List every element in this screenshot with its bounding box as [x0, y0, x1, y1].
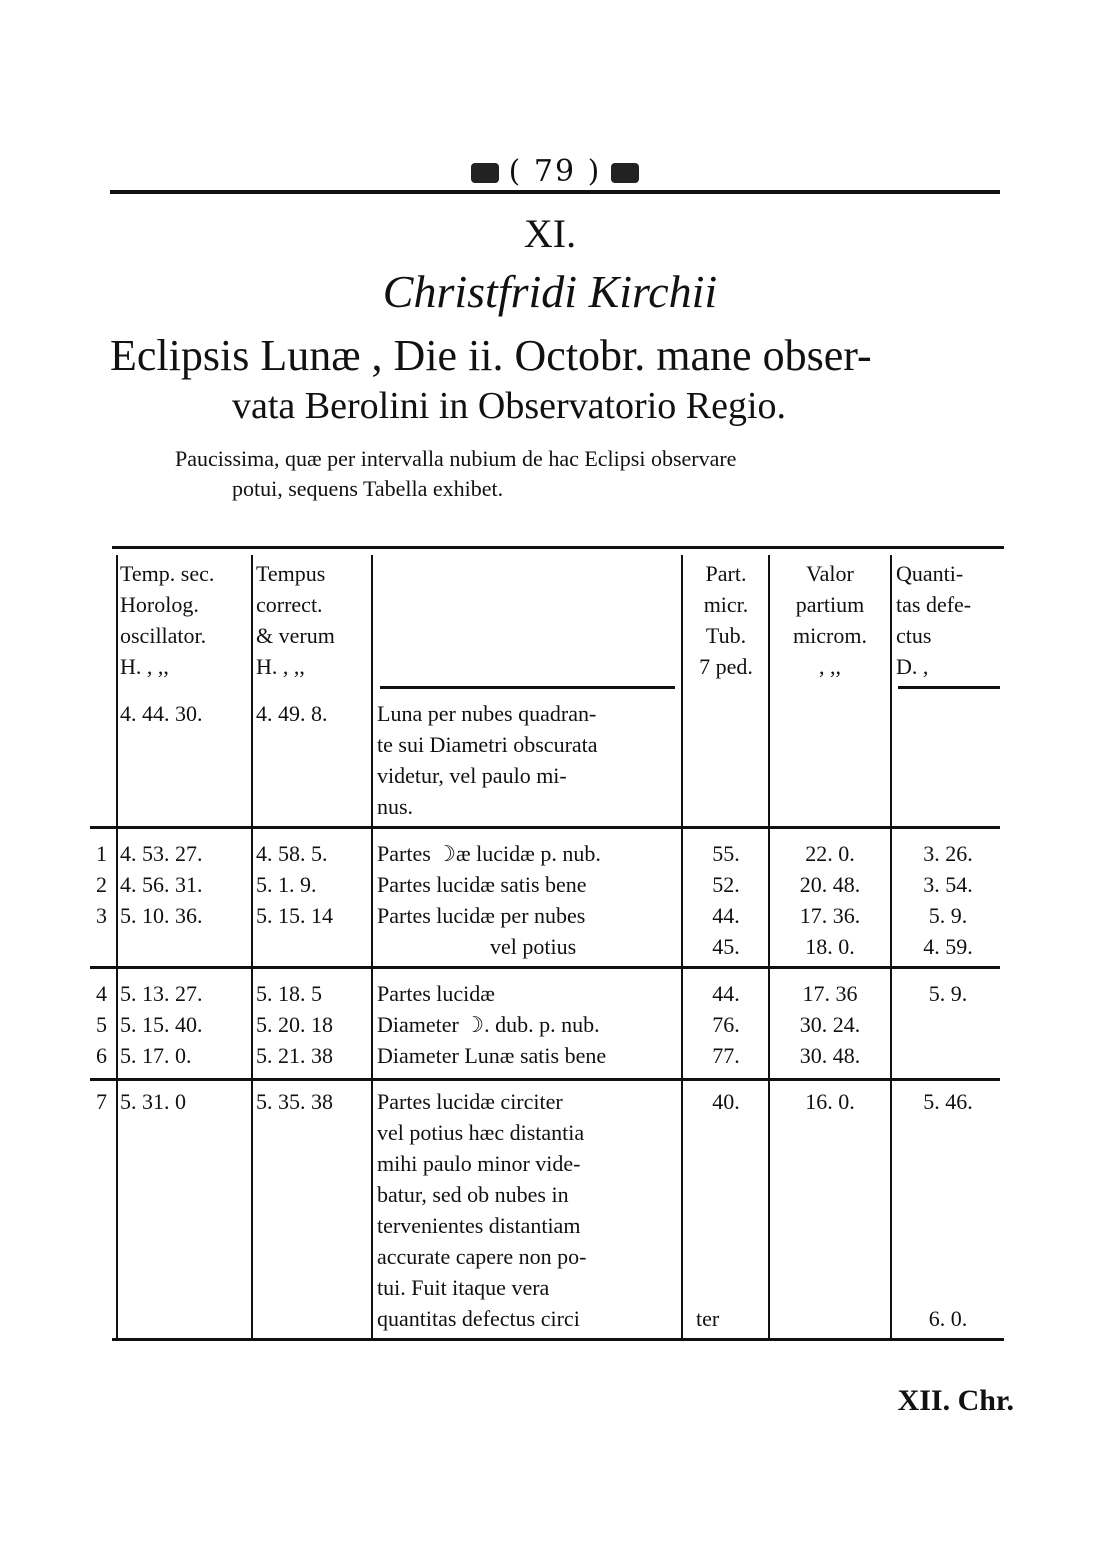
quantitas: 5. 9. [928, 981, 968, 1006]
page-header [110, 150, 1000, 194]
section-number: XI. [523, 211, 577, 256]
description: Diameter ☽. dub. p. nub. [377, 1012, 600, 1037]
time-sec: 4. 53. 27. [120, 841, 203, 866]
part-micr: 45. [712, 934, 740, 959]
block0-time1: 4. 44. 30. [120, 701, 203, 726]
part-micr: 76. [712, 1012, 740, 1037]
page-number: ( 79 ) [508, 154, 602, 189]
block3-description: Partes lucidæ circiter vel potius hæc distantia mihi paulo minor vide- batur, sed ob nubes in tervenientes distantiam accurate capere non po- tui. Fuit itaque vera quantitas defectus circi [377, 1089, 587, 1331]
valor: 17. 36. [799, 903, 861, 928]
quantitas: 4. 59. [923, 934, 973, 959]
row-number: 6 [96, 1043, 107, 1068]
description: Partes lucidæ satis bene [377, 872, 587, 897]
valor: 17. 36 [802, 981, 858, 1006]
row-number: 1 [96, 841, 107, 866]
row-number: 2 [96, 872, 107, 897]
quantitas-total: 6. 0. [928, 1306, 968, 1331]
table-rule [898, 686, 1000, 689]
row-number: 3 [96, 903, 107, 928]
valor: 22. 0. [805, 841, 855, 866]
table-rule [251, 555, 253, 1338]
header-col6: Quanti- tas defe- ctus D. , [896, 561, 972, 679]
intro-line-1: Paucissima, quæ per intervalla nubium de hac Eclipsi observare [175, 446, 737, 471]
time-correct: 5. 15. 14 [256, 903, 333, 928]
valor: 18. 0. [805, 934, 855, 959]
time-correct: 5. 35. 38 [256, 1089, 333, 1114]
table-bottom-rule [112, 1338, 1004, 1341]
table-rule [768, 555, 770, 1338]
block0-description: Luna per nubes quadran- te sui Diametri obscurata videtur, vel paulo mi- nus. [377, 701, 598, 819]
quantitas: 5. 46. [923, 1089, 973, 1114]
time-correct: 5. 18. 5 [256, 981, 322, 1006]
block0-time2: 4. 49. 8. [256, 701, 328, 726]
description: Partes lucidæ [377, 981, 495, 1006]
valor: 20. 48. [799, 872, 861, 897]
description: Diameter Lunæ satis bene [377, 1043, 607, 1068]
header-rule [110, 190, 1000, 194]
table-rule [90, 826, 1000, 829]
time-sec: 5. 31. 0 [120, 1089, 186, 1114]
time-sec: 5. 13. 27. [120, 981, 203, 1006]
table-rule [380, 686, 675, 689]
header-col5: Valor partium microm. , ,, [793, 561, 867, 679]
header-col4: Part. micr. Tub. 7 ped. [699, 561, 753, 679]
row-number: 7 [96, 1089, 107, 1114]
valor: 30. 24. [799, 1012, 861, 1037]
description: Partes lucidæ per nubes [377, 903, 586, 928]
title-line-2: vata Berolini in Observatorio Regio. [232, 385, 787, 427]
table-rule [681, 555, 683, 1338]
part-micr-continuation: ter [696, 1306, 720, 1331]
time-correct: 5. 21. 38 [256, 1043, 333, 1068]
description: vel potius [490, 934, 577, 959]
time-sec: 4. 56. 31. [120, 872, 203, 897]
table-rule [890, 555, 892, 1338]
header-col2: Tempus correct. & verum H. , ,, [256, 561, 335, 679]
table-rule [116, 555, 118, 1338]
time-correct: 4. 58. 5. [256, 841, 328, 866]
part-micr: 44. [712, 981, 740, 1006]
time-correct: 5. 1. 9. [256, 872, 317, 897]
title-line-1: Eclipsis Lunæ , Die ii. Octobr. mane obser- [110, 331, 872, 380]
valor: 16. 0. [805, 1089, 855, 1114]
table-rule [90, 1078, 1000, 1081]
part-micr: 44. [712, 903, 740, 928]
part-micr: 77. [712, 1043, 740, 1068]
quantitas: 3. 54. [923, 872, 973, 897]
intro-line-2: potui, sequens Tabella exhibet. [232, 476, 504, 501]
ornament-right-icon [611, 163, 639, 183]
time-sec: 5. 17. 0. [120, 1043, 192, 1068]
table-rule [90, 966, 1000, 969]
author-name: Christfridi Kirchii [382, 266, 718, 317]
quantitas: 5. 9. [928, 903, 968, 928]
table-top-rule [112, 546, 1004, 549]
part-micr: 55. [712, 841, 740, 866]
row-number: 5 [96, 1012, 107, 1037]
ornament-left-icon [471, 163, 499, 183]
table-rule [371, 555, 373, 1338]
quantitas: 3. 26. [923, 841, 973, 866]
time-correct: 5. 20. 18 [256, 1012, 333, 1037]
time-sec: 5. 15. 40. [120, 1012, 203, 1037]
time-sec: 5. 10. 36. [120, 903, 203, 928]
description: Partes ☽æ lucidæ p. nub. [377, 841, 601, 866]
part-micr: 52. [712, 872, 740, 897]
valor: 30. 48. [799, 1043, 861, 1068]
catchword: XII. Chr. [897, 1384, 1014, 1417]
part-micr: 40. [712, 1089, 740, 1114]
header-col1: Temp. sec. Horolog. oscillator. H. , ,, [120, 561, 215, 679]
row-number: 4 [96, 981, 107, 1006]
